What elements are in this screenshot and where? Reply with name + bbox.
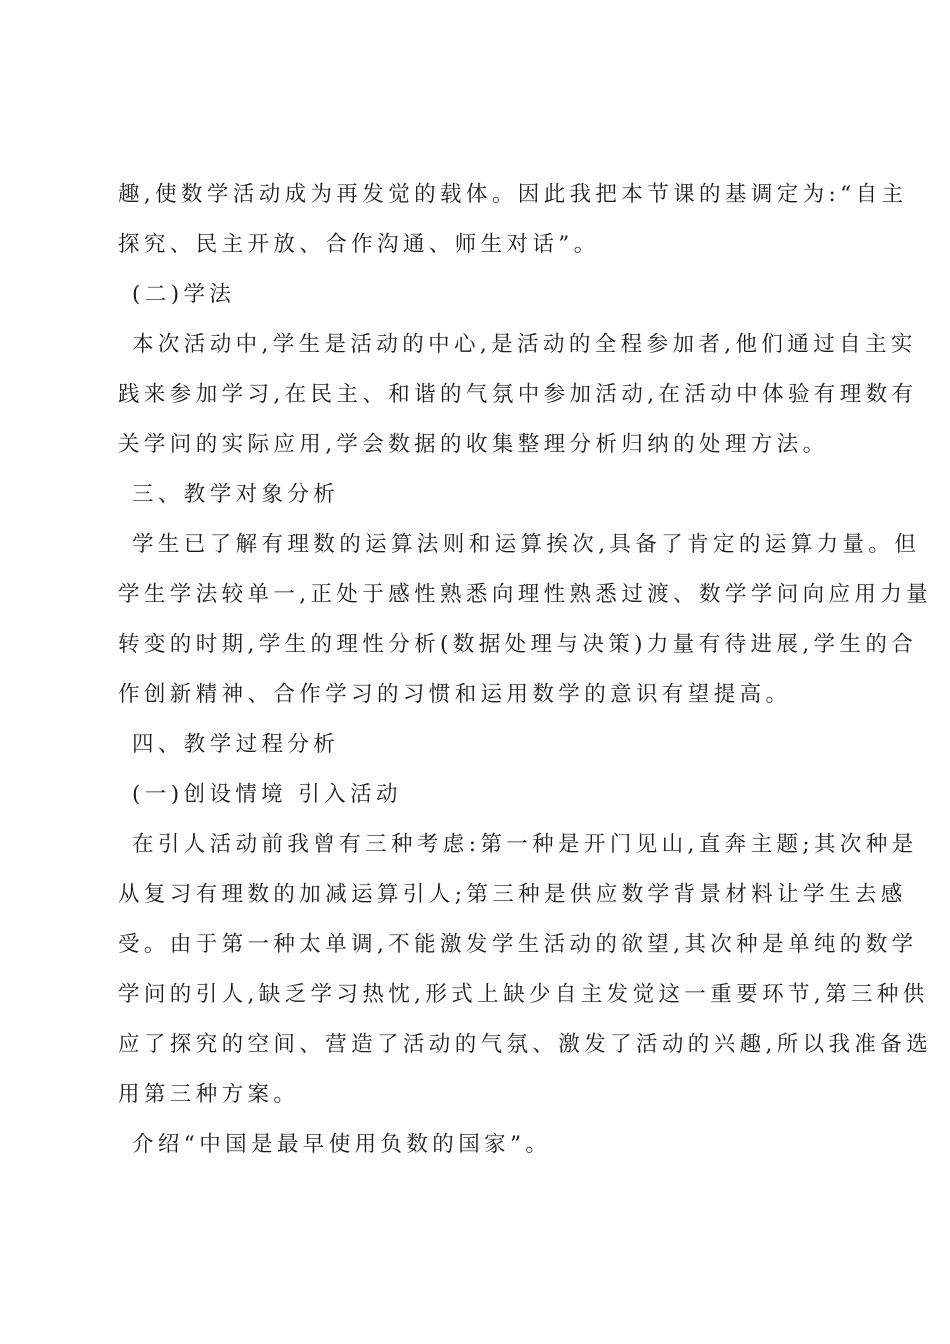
section-heading-learning-method: (二)学法 bbox=[132, 282, 236, 307]
text-line: 践来参加学习,在民主、和谐的气氛中参加活动,在活动中体验有理数有 bbox=[118, 382, 918, 407]
text-line: 从复习有理数的加减运算引人;第三种是供应数学背景材料让学生去感 bbox=[118, 882, 907, 907]
paragraph-learning-method bbox=[118, 331, 918, 458]
text-line: 在引人活动前我曾有三种考虑:第一种是开门见山,直奔主题;其次种是 bbox=[132, 832, 918, 857]
text-line: 应了探究的空间、营造了活动的气氛、激发了活动的兴趣,所以我准备选 bbox=[118, 1032, 933, 1057]
paragraph-create-situation bbox=[118, 831, 933, 1108]
section-heading-teaching-process: 四、教学过程分析 bbox=[132, 732, 340, 757]
text-line: 趣,使数学活动成为再发觉的载体。因此我把本节课的基调定为:“自主 bbox=[118, 182, 908, 207]
paragraph-intro-continuation bbox=[118, 181, 908, 258]
text-line: 作创新精神、合作学习的习惯和运用数学的意识有望提高。 bbox=[118, 682, 792, 707]
text-line: 关学问的实际应用,学会数据的收集整理分析归纳的处理方法。 bbox=[118, 432, 829, 457]
text-line: 学生学法较单一,正处于感性熟悉向理性熟悉过渡、数学学问向应用力量 bbox=[118, 582, 933, 607]
text-line: 用第三种方案。 bbox=[118, 1082, 300, 1107]
text-line: 转变的时期,学生的理性分析(数据处理与决策)力量有待进展,学生的合 bbox=[118, 632, 918, 657]
text-line: 受。由于第一种太单调,不能激发学生活动的欲望,其次种是单纯的数学 bbox=[118, 932, 918, 957]
paragraph-student-analysis bbox=[118, 531, 933, 708]
text-line: 学生已了解有理数的运算法则和运算挨次,具备了肯定的运算力量。但 bbox=[132, 532, 921, 557]
subsection-heading-create-situation: (一)创设情境 引入活动 bbox=[132, 782, 402, 807]
text-line: 本次活动中,学生是活动的中心,是活动的全程参加者,他们通过自主实 bbox=[132, 332, 917, 357]
document-body bbox=[118, 181, 933, 1158]
text-line: 探究、民主开放、合作沟通、师生对话”。 bbox=[118, 232, 600, 257]
section-heading-student-analysis: 三、教学对象分析 bbox=[132, 482, 340, 507]
paragraph-introduction-note: 介绍“中国是最早使用负数的国家”。 bbox=[132, 1132, 552, 1157]
text-line: 学问的引人,缺乏学习热忱,形式上缺少自主发觉这一重要环节,第三种供 bbox=[118, 982, 929, 1007]
